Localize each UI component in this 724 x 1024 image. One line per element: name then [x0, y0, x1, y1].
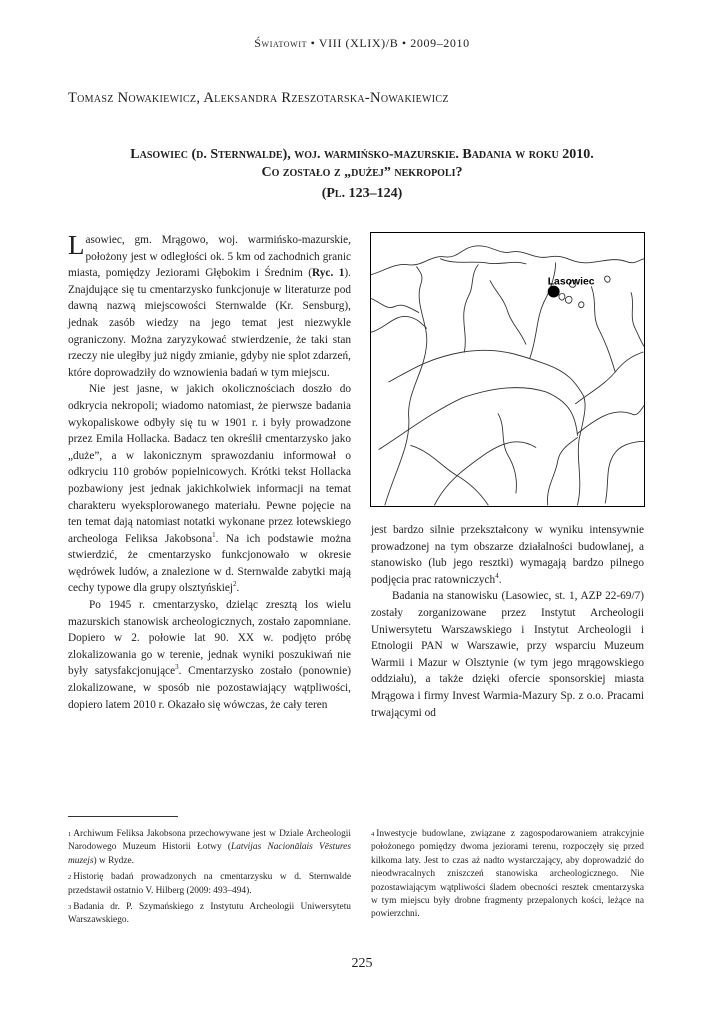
running-header: Światowit • VIII (XLIX)/B • 2009–2010 — [254, 36, 470, 50]
footnote-number: 1 — [68, 831, 72, 838]
river — [385, 267, 427, 505]
footnote-number: 3 — [68, 904, 72, 912]
river — [435, 442, 536, 505]
river — [464, 265, 479, 352]
paragraph-text: . Na ich podstawie można stwierdzić, że cmentarzysko funkcjonowało w okresie wędrówek ludów, a znalezione w d. Sternwalde zabytki mają cechy typowe dla grupy olsztyńskiej — [68, 532, 351, 595]
footnote-text: ) w Rydze. — [93, 855, 135, 866]
footnote-text: Archiwum Feliksa Jakobsona przechowywane jest w Dziale Archeologii Narodowego Muzeum Historii Łotwy ( — [68, 829, 351, 853]
paragraph-text: . — [236, 582, 240, 595]
body-column-left — [68, 232, 351, 713]
title-line-1: Lasowiec (d. Sternwalde), woj. warmińsko-mazurskie. Badania w roku 2010. — [130, 147, 594, 162]
page-number: 225 — [351, 956, 373, 971]
river — [577, 406, 644, 434]
footnote-ref-2[interactable]: 2 — [233, 580, 237, 589]
river — [371, 316, 427, 332]
footnote-ref-1[interactable]: 1 — [212, 530, 216, 539]
drop-cap: L — [68, 230, 85, 260]
paragraph-4 — [371, 522, 644, 588]
lake-cluster — [565, 296, 583, 307]
coastline — [371, 246, 644, 275]
footnote-ref-3[interactable]: 3 — [175, 663, 179, 672]
footnote-italic: Latvijas Nacionālais Vēstures muzejs — [68, 842, 351, 866]
river — [411, 445, 488, 505]
map-label-lasowiec: Lasowiec — [547, 276, 595, 288]
footnote-1 — [68, 828, 351, 868]
paragraph-text: . Cmentarzysko zostało (ponownie) zlokalizowane, w sposób nie pozostawiający wątpliwości, dopiero latem 2010 r. Okazało się wówczas, że cały teren — [68, 665, 351, 711]
footnote-text: Historię badań prowadzonych na cmentarzysku w d. Sternwalde przedstawił ostatnio V. Hilberg (2009: 493–494). — [68, 872, 351, 896]
location-map — [370, 232, 645, 507]
figure-reference[interactable]: Ryc. 1 — [312, 267, 345, 280]
footnote-number: 2 — [68, 874, 72, 882]
lake — [559, 294, 565, 301]
footnote-ref-4[interactable]: 4 — [495, 572, 499, 581]
paragraph-3 — [68, 597, 351, 713]
river — [576, 352, 644, 404]
authors-line: Tomasz Nowakiewicz, Aleksandra Rzeszotarska-Nowakiewicz — [68, 90, 449, 106]
paragraph-text: . — [498, 573, 502, 586]
paragraph-text: ). Znajdujące się tu cmentarzysko funkcjonuje w literaturze pod dawną nazwą miejscowości Sternwalde (Kr. Sensburg), jednak zasób wiedzy na jego temat jest niezwykle ograniczony. Można zaryzykować stwierdzenie, że taki stan rzeczy nie uległby już nigdy zmianie, gdyby nie splot zdarzeń, które doprowadziły do wznowienia badań w tym miejscu. — [68, 267, 351, 379]
river — [498, 414, 516, 493]
body-column-right — [371, 522, 644, 721]
footnote-text: Badania dr. P. Szymańskiego z Instytutu Archeologii Uniwersytetu Warszawskiego. — [68, 902, 351, 926]
footnote-2 — [68, 871, 351, 898]
title-line-2: Co zostało z „dużej” nekropoli? — [261, 165, 463, 180]
paragraph-2 — [68, 381, 351, 597]
river — [389, 350, 585, 505]
map-figure — [371, 233, 644, 506]
river — [547, 438, 577, 506]
paragraph-1 — [68, 232, 351, 381]
footnote-3 — [68, 901, 351, 928]
lagoon — [440, 259, 525, 264]
paragraph-5: Badania na stanowisku (Lasowiec, st. 1, AZP 22-69/7) zostały zorganizowane przez Instytut Archeologii Uniwersytetu Warszawskiego i Instytut Archeologii i Etnologii PAN w Warszawie, przy wsparciu Muzeum Warmii i Mazur w Olsztynie (w tym jego mrągowskiego oddziału), a także dzięki ofercie sponsorskiej miasta Mrągowa i firmy Invest Warmia-Mazury Sp. z o.o. Pracami trwającymi od — [371, 590, 644, 719]
article-title — [70, 146, 654, 203]
paragraph-text: Po 1945 r. cmentarzysko, dzieląc zresztą los wielu mazurskich stanowisk archeologicznych, zostało zapomniane. Dopiero w 2. połowie lat 90. XX w. podjęto próbę zlokalizowania go w terenie, jednak wyniki poszukiwań nie były satysfakcjonujące — [68, 599, 351, 678]
footnote-text: Inwestycje budowlane, związane z zagospodarowaniem atrakcyjnie położonego pomiędzy dwoma jeziorami terenu, rozpoczęły się przed kilkoma laty. Jest to czas aż nadto wystarczający, aby doprowadzić do nieodwracalnych zniszczeń stanowiska archeologicznego. Nie pozostawiającym wątpliwości śladem obecności resztek cmentarzyska w tym miejscu były drobne fragmenty przepalonych kości, leżące na powierzchni. — [371, 829, 644, 920]
footnotes-left — [68, 828, 351, 931]
footnotes-right — [371, 828, 644, 925]
title-plates: (Pl. 123–124) — [321, 186, 403, 201]
paragraph-text: jest bardzo silnie przekształcony w wyniku intensywnie prowadzonej na tym obszarze działalności budowlanej, a stanowisko (lub jego resztki) wymagają bardzo pilnego podjęcia prac ratowniczych — [371, 524, 644, 586]
footnote-4 — [371, 828, 644, 922]
paragraph-text: asowiec, gm. Mrągowo, woj. warmińsko-mazurskie, położony jest w odległości ok. 5 km od zachodnich granic miasta, pomiędzy Jeziorami Głębokim i Średnim ( — [68, 234, 351, 280]
paragraph-text: Nie jest jasne, w jakich okolicznościach doszło do odkrycia nekropoli; wiadomo natomiast, że pierwsze badania wykopaliskowe odbyły się tu w 1901 r. i były prowadzone przez Emila Hollacka. Badacz ten określił cmentarzysko jako „duże”, a w lakonicznym sprawozdaniu informował o odkryciu 110 grobów popielnicowych. Krótki tekst Hollacka pozbawiony jest jednak jakichkolwiek informacji na temat charakteru wyeksplorowanego materiału. Pewne pojęcie na ten temat dają natomiast notatki wykonane przez łotewskiego archeologa Feliksa Jakobsona — [68, 383, 351, 545]
footnote-separator — [68, 816, 178, 817]
river — [631, 293, 644, 347]
lake — [605, 276, 610, 282]
river — [591, 287, 615, 372]
river — [605, 441, 644, 503]
footnote-number: 4 — [371, 831, 375, 838]
river — [371, 299, 419, 313]
river — [490, 281, 526, 345]
